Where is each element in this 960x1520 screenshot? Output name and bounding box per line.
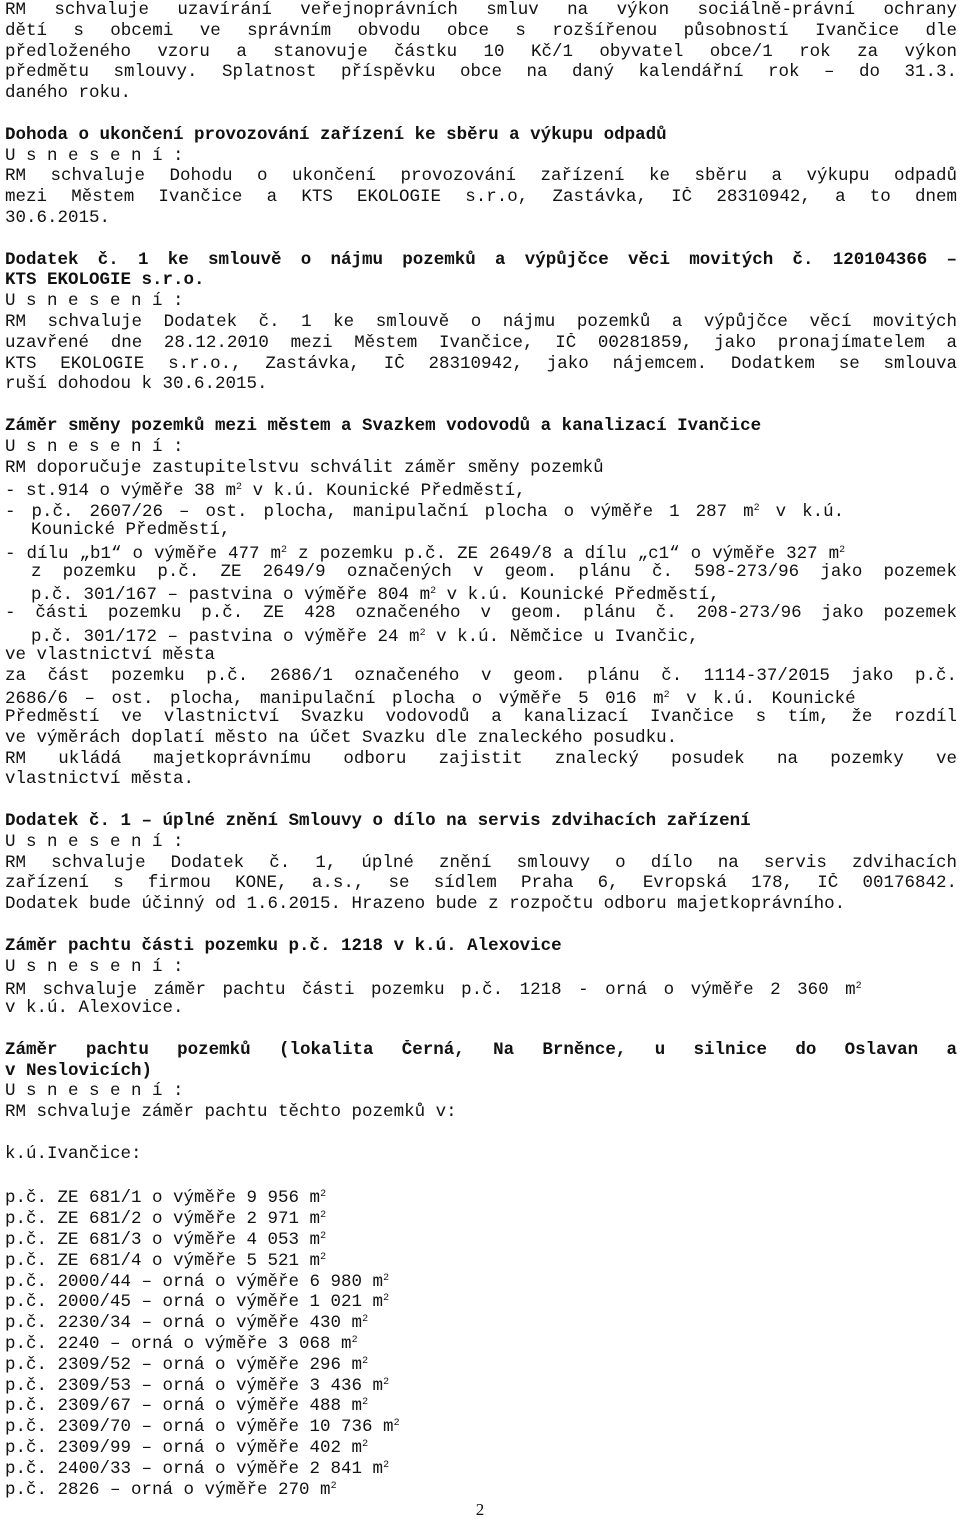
section-heading: Záměr směny pozemků mezi městem a Svazkem vodovodů a kanalizací Ivančice <box>5 415 762 436</box>
parcel-item <box>5 1185 957 1209</box>
superscript: 2 <box>320 1231 327 1243</box>
parcel-item <box>5 1393 957 1417</box>
superscript: 2 <box>236 482 243 494</box>
paragraph-line: Předměstí ve vlastnictví Svazku vodovodů a kanalizací Ivančice s tím, že rozdíl <box>5 707 957 728</box>
section-heading: KTS EKOLOGIE s.r.o. <box>5 270 205 291</box>
paragraph-line: KTS EKOLOGIE s.r.o., Zastávka, IČ 28310942, jako nájemcem. Dodatkem se smlouva <box>5 353 957 374</box>
paragraph-line <box>5 478 957 502</box>
parcel-item <box>5 1310 957 1334</box>
resolution-label: U s n e s e n í : <box>5 1081 184 1102</box>
cadastral-area-label: k.ú.Ivančice: <box>5 1143 142 1164</box>
parcel-text: p.č. ZE 681/1 o výměře 9 956 m <box>5 1188 321 1209</box>
parcel-text: p.č. 2309/53 – orná o výměře 3 436 m <box>5 1375 384 1396</box>
superscript: 2 <box>383 1459 390 1471</box>
text: 2686/6 – ost. plocha, manipulační plocha o výměře 5 016 m <box>5 689 664 710</box>
parcel-text: p.č. 2826 – orná o výměře 270 m <box>5 1479 331 1500</box>
superscript: 2 <box>383 1272 390 1284</box>
section-heading: Dodatek č. 1 ke smlouvě o nájmu pozemků a výpůjčce věci movitých č. 120104366 – <box>5 249 957 270</box>
superscript: 2 <box>362 1355 369 1367</box>
section-heading: Záměr pachtu pozemků (lokalita Černá, Na Brněnce, u silnice do Oslavan a <box>5 1039 957 1060</box>
paragraph-line: daného roku. <box>5 83 132 104</box>
text: v k.ú. Kounické Předměstí, <box>436 585 720 606</box>
parcel-item <box>5 1414 957 1438</box>
paragraph-line: předmětu smlouvy. Splatnost příspěvku obce na daný kalendářní rok – do 31.3. <box>5 62 957 83</box>
paragraph-line: Kounické Předměstí, <box>31 519 231 540</box>
superscript: 2 <box>320 1210 327 1222</box>
paragraph-line: ruší dohodou k 30.6.2015. <box>5 374 268 395</box>
parcel-text: p.č. 2000/44 – orná o výměře 6 980 m <box>5 1271 384 1292</box>
parcel-item <box>5 1269 957 1290</box>
parcel-text: p.č. 2400/33 – orná o výměře 2 841 m <box>5 1458 384 1479</box>
paragraph-line: předloženého vzoru a stanovuje částku 10 Kč/1 obyvatel obce/1 rok za výkon <box>5 41 957 62</box>
parcel-text: p.č. ZE 681/2 o výměře 2 971 m <box>5 1209 321 1230</box>
resolution-label: U s n e s e n í : <box>5 145 184 166</box>
paragraph-line: ve výměrách doplatí město na účet Svazku dle znaleckého posudku. <box>5 727 678 748</box>
parcel-item <box>5 1373 957 1394</box>
resolution-label: U s n e s e n í : <box>5 291 184 312</box>
paragraph-line: RM ukládá majetkoprávnímu odboru zajistit znalecký posudek na pozemky ve <box>5 748 957 769</box>
text: v k.ú. Kounické <box>669 689 856 710</box>
superscript: 2 <box>430 586 437 598</box>
text: - dílu „b1“ o výměře 477 m <box>5 543 282 564</box>
parcel-item <box>5 1206 957 1230</box>
paragraph-line: 30.6.2015. <box>5 207 111 228</box>
superscript: 2 <box>419 627 426 639</box>
paragraph-line: RM schvaluje záměr pachtu těchto pozemků v: <box>5 1102 457 1123</box>
parcel-item <box>5 1289 957 1313</box>
superscript: 2 <box>320 1251 327 1263</box>
parcel-text: p.č. 2309/52 – orná o výměře 296 m <box>5 1354 363 1375</box>
section-heading: Dodatek č. 1 – úplné znění Smlouvy o dílo na servis zdvihacích zařízení <box>5 811 751 832</box>
superscript: 2 <box>362 1397 369 1409</box>
parcel-list <box>5 1185 957 1500</box>
paragraph-line: mezi Městem Ivančice a KTS EKOLOGIE s.r.o, Zastávka, IČ 28310942, a to dnem <box>5 187 957 208</box>
text: v k.ú. Němčice u Ivančic, <box>425 626 699 647</box>
parcel-text: p.č. 2309/70 – orná o výměře 10 736 m <box>5 1417 394 1438</box>
parcel-text: p.č. 2230/34 – orná o výměře 430 m <box>5 1313 363 1334</box>
paragraph-line: uzavřené dne 28.12.2010 mezi Městem Ivančice, IČ 00281859, jako pronajímatelem a <box>5 332 957 353</box>
paragraph-line: ve vlastnictví města <box>5 644 216 665</box>
parcel-text: p.č. 2309/99 – orná o výměře 402 m <box>5 1437 363 1458</box>
superscript: 2 <box>663 690 670 702</box>
resolution-label: U s n e s e n í : <box>5 436 184 457</box>
text: z pozemku p.č. ZE 2649/8 a dílu „c1“ o výměře 327 m <box>287 543 840 564</box>
text: p.č. 301/167 – pastvina o výměře 804 m <box>31 585 431 606</box>
parcel-text: p.č. 2240 – orná o výměře 3 068 m <box>5 1334 352 1354</box>
parcel-item <box>5 1248 957 1269</box>
parcel-text: p.č. ZE 681/4 o výměře 5 521 m <box>5 1250 321 1271</box>
document-page <box>5 0 957 1500</box>
paragraph-line <box>5 582 957 606</box>
superscript: 2 <box>383 1376 390 1388</box>
text: - st.914 o výměře 38 m <box>5 481 237 502</box>
paragraph-line <box>5 541 957 562</box>
paragraph-line: RM schvaluje uzavírání veřejnoprávních smluv na výkon sociálně-právní ochrany <box>5 0 957 20</box>
paragraph-line: za část pozemku p.č. 2686/1 označeného v geom. plánu č. 1114-37/2015 jako p.č. <box>5 665 957 686</box>
parcel-item <box>5 1227 957 1251</box>
page-number: 2 <box>475 1500 485 1519</box>
paragraph-line: v k.ú. Alexovice. <box>5 998 184 1019</box>
paragraph-line: - části pozemku p.č. ZE 428 označeného v geom. plánu č. 208-273/96 jako pozemek <box>5 603 957 624</box>
resolution-label: U s n e s e n í : <box>5 831 184 852</box>
superscript: 2 <box>351 1335 358 1346</box>
paragraph-line <box>5 624 957 645</box>
paragraph-line: RM schvaluje Dodatek č. 1, úplné znění smlouvy o dílo na servis zdvihacích <box>5 852 957 873</box>
paragraph-line: RM schvaluje Dodatek č. 1 ke smlouvě o nájmu pozemků a výpůjčce věcí movitých <box>5 311 957 332</box>
paragraph-line: Dodatek bude účinný od 1.6.2015. Hrazeno bude z rozpočtu odboru majetkoprávního. <box>5 894 846 915</box>
superscript: 2 <box>362 1438 369 1450</box>
superscript: 2 <box>281 544 288 556</box>
paragraph-line: zařízení s firmou KONE, a.s., se sídlem Praha 6, Evropská 178, IČ 00176842. <box>5 873 957 894</box>
superscript: 2 <box>839 544 846 556</box>
paragraph-line: dětí s obcemi ve správním obvodu obce s rozšířenou působností Ivančice dle <box>5 20 957 41</box>
paragraph-line <box>5 686 957 710</box>
section-heading: v Neslovicích) <box>5 1060 153 1081</box>
text: RM schvaluje záměr pachtu části pozemku p.č. 1218 - orná o výměře 2 360 m <box>5 980 856 1001</box>
parcel-text: p.č. 2309/67 – orná o výměře 488 m <box>5 1396 363 1417</box>
parcel-item <box>5 1352 957 1373</box>
section-heading: Záměr pachtu části pozemku p.č. 1218 v k.ú. Alexovice <box>5 935 562 956</box>
parcel-item <box>5 1331 957 1352</box>
superscript: 2 <box>320 1189 327 1201</box>
paragraph-line: RM doporučuje zastupitelstvu schválit záměr směny pozemků <box>5 457 604 478</box>
superscript: 2 <box>362 1314 369 1326</box>
superscript: 2 <box>393 1418 400 1430</box>
paragraph-line: RM schvaluje Dohodu o ukončení provozování zařízení ke sběru a výkupu odpadů <box>5 166 957 187</box>
paragraph-line <box>5 977 957 1001</box>
text: p.č. 301/172 – pastvina o výměře 24 m <box>31 626 420 647</box>
text: - p.č. 2607/26 – ost. plocha, manipulační plocha o výměře 1 287 m <box>5 502 754 523</box>
superscript: 2 <box>753 503 760 515</box>
text: v k.ú. Kounické Předměstí, <box>242 481 526 502</box>
paragraph-line <box>5 499 957 523</box>
section-heading: Dohoda o ukončení provozování zařízení ke sběru a výkupu odpadů <box>5 124 667 145</box>
parcel-item <box>5 1477 957 1498</box>
superscript: 2 <box>383 1293 390 1305</box>
text: v k.ú. <box>759 502 845 523</box>
paragraph-line: z pozemku p.č. ZE 2649/9 označených v geom. plánu č. 598-273/96 jako pozemek <box>31 561 957 582</box>
parcel-item <box>5 1456 957 1477</box>
parcel-text: p.č. ZE 681/3 o výměře 4 053 m <box>5 1230 321 1251</box>
parcel-item <box>5 1435 957 1456</box>
paragraph-line: vlastnictví města. <box>5 769 195 790</box>
parcel-text: p.č. 2000/45 – orná o výměře 1 021 m <box>5 1292 384 1313</box>
resolution-label: U s n e s e n í : <box>5 956 184 977</box>
superscript: 2 <box>330 1480 337 1492</box>
superscript: 2 <box>855 981 862 993</box>
